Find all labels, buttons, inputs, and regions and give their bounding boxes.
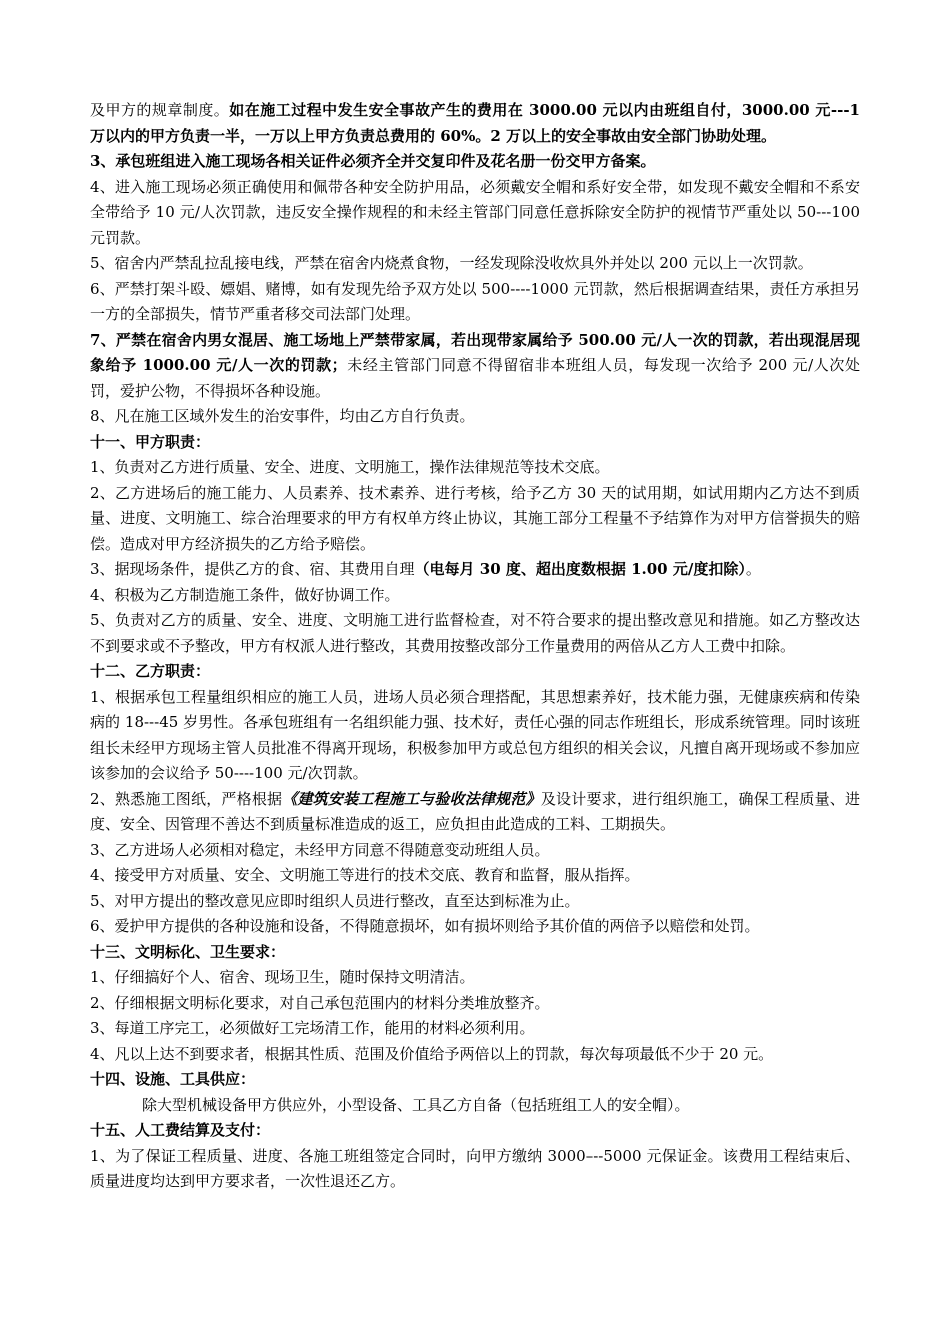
text-run: 1、根据承包工程量组织相应的施工人员，进场人员必须合理搭配，其思想素养好，技术能力强，无健康疾病和传染病的 18---45 岁男性。各承包班组有一名组织能力强、技术好，责任心强的同志作班组长，形成系统管理。同时该班组长未经甲方现场主管人员批准不得离开现场，积极参加甲方或总包方组织的相关会议，凡擅自离开现场或不参加应该参加的会议给予 50----100 元/次罚款。 — [90, 687, 860, 782]
paragraph — [90, 455, 860, 481]
text-run: 十一、甲方职责： — [90, 432, 211, 451]
text-run: 3、每道工序完工，必须做好工完场清工作，能用的材料必须利用。 — [90, 1019, 535, 1037]
text-run: 十二、乙方职责： — [90, 662, 211, 680]
paragraph — [90, 149, 860, 175]
paragraph — [90, 481, 860, 558]
section-heading — [90, 940, 860, 966]
text-run: 1、为了保证工程质量、进度、各施工班组签定合同时，向甲方缴纳 3000–--5000 元保证金。该费用工程结束后、质量进度均达到甲方要求者，一次性退还乙方。 — [90, 1146, 860, 1190]
text-run: 3、据现场条件，提供乙方的食、宿、其费用自理 — [90, 560, 415, 578]
text-run: 2、熟悉施工图纸，严格根据 — [90, 789, 283, 808]
document-page — [90, 98, 860, 1195]
section-heading — [90, 659, 860, 685]
paragraph — [90, 889, 860, 915]
text-run: 5、宿舍内严禁乱拉乱接电线，严禁在宿舍内烧煮食物，一经发现除没收炊具外并处以 200 元以上一次罚款。 — [90, 254, 813, 272]
text-run: 4、接受甲方对质量、安全、文明施工等进行的技术交底、教育和监督，服从指挥。 — [90, 866, 640, 884]
text-run: 及设计要求，进行组织施工，确保工程质量、进度、安全、因管理不善达不到质量标准造成的返工，应负担由此造成的工料、工期损失。 — [90, 789, 860, 833]
paragraph — [90, 965, 860, 991]
text-run: 5、负责对乙方的质量、安全、进度、文明施工进行监督检查，对不符合要求的提出整改意见和措施。如乙方整改达不到要求或不予整改，甲方有权派人进行整改，其费用按整改部分工作量费用的两倍从乙方人工费中扣除。 — [90, 611, 860, 655]
text-run: 《建筑安装工程施工与验收法律规范》 — [282, 789, 541, 808]
text-run: 8、凡在施工区域外发生的治安事件，均由乙方自行负责。 — [90, 407, 475, 425]
paragraph — [90, 838, 860, 864]
paragraph — [90, 1016, 860, 1042]
text-run: 十五、人工费结算及支付： — [90, 1121, 271, 1139]
section-heading — [90, 1067, 860, 1093]
paragraph — [90, 787, 860, 838]
text-run: 2、乙方进场后的施工能力、人员素养、技术素养、进行考核，给予乙方 30 天的试用期，如试用期内乙方达不到质量、进度、文明施工、综合治理要求的甲方有权单方终止协议，其施工部分工程量不予结算作为对甲方信誉损失的赔偿。造成对甲方经济损失的乙方给予赔偿。 — [90, 483, 860, 553]
text-run: 7、严禁在宿舍内男女混居、施工场地上严禁带家属，若出现带家属给予 500.00 元/人一次的罚款，若出现混居现象给予 1000.00 元/人一次的罚款； — [90, 330, 860, 374]
text-run: （电每月 30 度、超出度数根据 1.00 元/度扣除） — [414, 560, 746, 578]
text-run: 十四、设施、工具供应： — [90, 1070, 256, 1088]
text-run: 如在施工过程中发生安全事故产生的费用在 3000.00 元以内由班组自付，3000.00 元---1 万以内的甲方负责一半，一万以上甲方负责总费用的 60%。2 万以上的安全事故由安全部门协助处理。 — [90, 101, 860, 145]
text-run: 4、凡以上达不到要求者，根据其性质、范围及价值给予两倍以上的罚款，每次每项最低不少于 20 元。 — [90, 1044, 774, 1063]
text-run: 十三、文明标化、卫生要求： — [90, 942, 286, 961]
paragraph — [90, 991, 860, 1017]
text-run: 6、爱护甲方提供的各种设施和设备，不得随意损坏，如有损坏则给予其价值的两倍予以赔偿和处罚。 — [90, 917, 760, 935]
text-run: 4、积极为乙方制造施工条件，做好协调工作。 — [90, 585, 400, 604]
paragraph — [90, 608, 860, 659]
text-run: 3、乙方进场人必须相对稳定，未经甲方同意不得随意变动班组人员。 — [90, 840, 550, 859]
paragraph — [90, 1093, 860, 1119]
text-run: 未经主管部门同意不得留宿非本班组人员，每发现一次给予 200 元/人次处罚，爱护公物，不得损坏各种设施。 — [90, 356, 860, 400]
paragraph — [90, 98, 860, 149]
paragraph — [90, 914, 860, 940]
paragraph — [90, 863, 860, 889]
paragraph — [90, 251, 860, 277]
paragraph — [90, 175, 860, 252]
paragraph — [90, 277, 860, 328]
paragraph — [90, 583, 860, 609]
section-heading — [90, 1118, 860, 1144]
text-run: 1、负责对乙方进行质量、安全、进度、文明施工，操作法律规范等技术交底。 — [90, 458, 610, 476]
text-run: 除大型机械设备甲方供应外，小型设备、工具乙方自备（包括班组工人的安全帽）。 — [142, 1095, 690, 1114]
section-heading — [90, 430, 860, 456]
text-run: 3、承包班组进入施工现场各相关证件必须齐全并交复印件及花名册一份交甲方备案。 — [90, 152, 656, 170]
text-run: 。 — [745, 560, 761, 578]
text-run: 2、仔细根据文明标化要求，对自己承包范围内的材料分类堆放整齐。 — [90, 993, 550, 1012]
paragraph — [90, 557, 860, 583]
text-run: 5、对甲方提出的整改意见应即时组织人员进行整改，直至达到标准为止。 — [90, 891, 580, 910]
paragraph — [90, 1042, 860, 1068]
text-run: 及甲方的规章制度。 — [90, 101, 230, 119]
text-run: 1、仔细搞好个人、宿舍、现场卫生，随时保持文明清洁。 — [90, 968, 475, 986]
text-run: 6、严禁打架斗殴、嫖娼、赌博，如有发现先给予双方处以 500----1000 元罚款，然后根据调查结果，责任方承担另一方的全部损失，情节严重者移交司法部门处理。 — [90, 279, 860, 323]
text-run: 4、进入施工现场必须正确使用和佩带各种安全防护用品，必须戴安全帽和系好安全带，如发现不戴安全帽和不系安全带给予 10 元/人次罚款，违反安全操作规程的和未经主管部门同意任意拆除安全防护的视情节严重处以 50---100 元罚款。 — [90, 177, 860, 247]
paragraph — [90, 1144, 860, 1195]
paragraph — [90, 404, 860, 430]
paragraph — [90, 685, 860, 787]
paragraph — [90, 328, 860, 405]
